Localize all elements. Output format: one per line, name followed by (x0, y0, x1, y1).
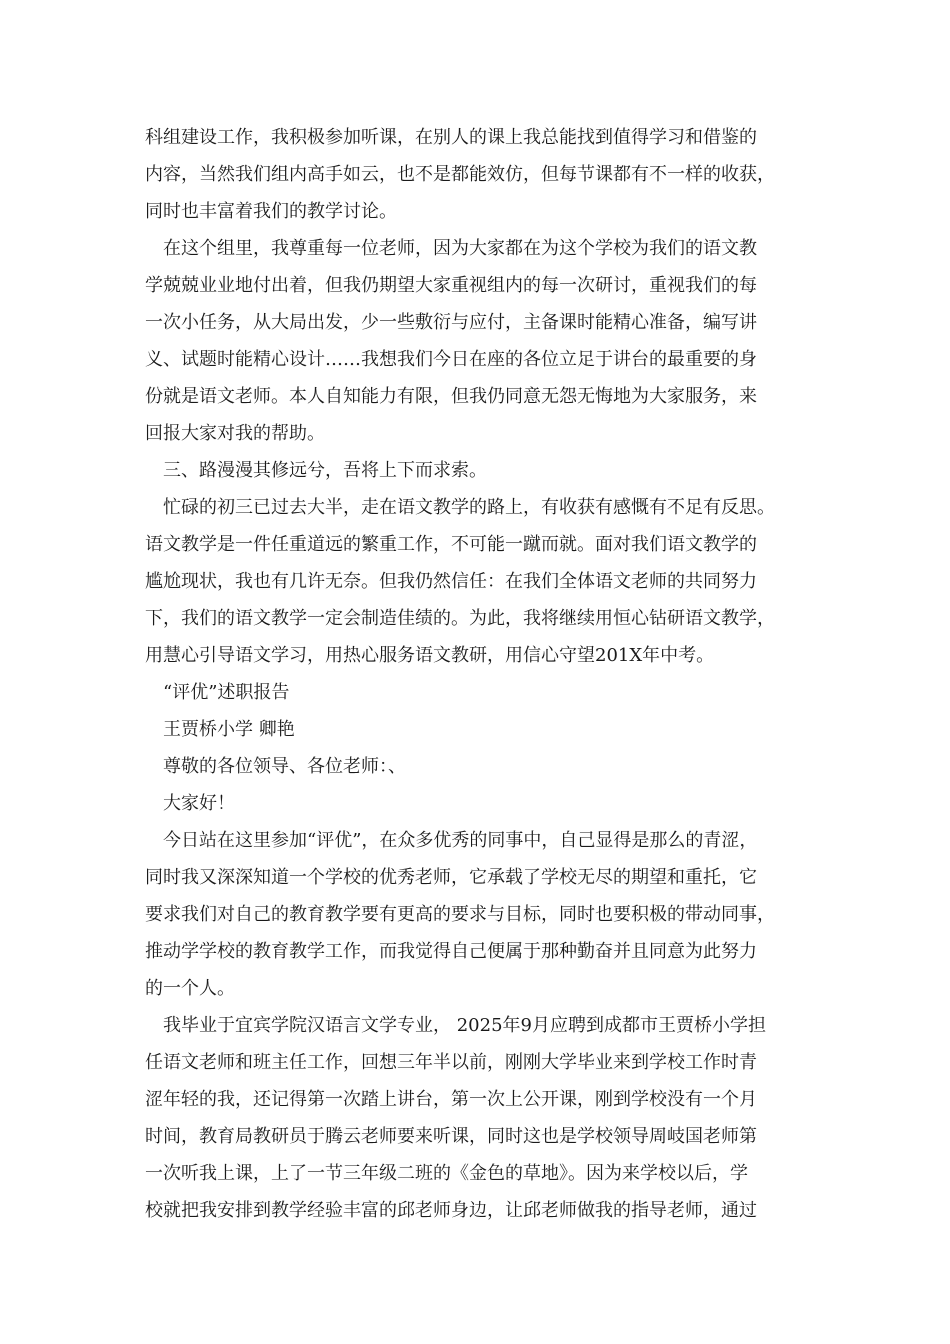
text-line: 尴尬现状，我也有几许无奈。但我仍然信任：在我们全体语文老师的共同努力 (145, 571, 757, 592)
text-line: 一次小任务，从大局出发，少一些敷衍与应付，主备课时能精心准备，编写讲 (145, 312, 757, 333)
text-line: 任语文老师和班主任工作，回想三年半以前，刚刚大学毕业来到学校工作时青 (145, 1052, 757, 1073)
text-line: 校就把我安排到教学经验丰富的邱老师身边，让邱老师做我的指导老师，通过 (145, 1200, 757, 1221)
text-line: 份就是语文老师。本人自知能力有限，但我仍同意无怨无悔地为大家服务，来 (145, 386, 757, 407)
text-line: 我毕业于宜宾学院汉语言文学专业， 2025年9月应聘到成都市王贾桥小学担 (163, 1015, 766, 1036)
text-line: 学兢兢业业地付出着，但我仍期望大家重视组内的每一次研讨，重视我们的每 (145, 275, 757, 296)
text-line: 要求我们对自己的教育教学要有更高的要求与目标，同时也要积极的带动同事， (145, 904, 775, 925)
text-line: 一次听我上课，上了一节三年级二班的《金色的草地》。因为来学校以后，学 (145, 1163, 748, 1184)
text-line: 同时我又深深知道一个学校的优秀老师，它承载了学校无尽的期望和重托，它 (145, 867, 757, 888)
text-line: 在这个组里，我尊重每一位老师，因为大家都在为这个学校为我们的语文教 (163, 238, 757, 259)
text-line: 时间，教育局教研员于腾云老师要来听课，同时这也是学校领导周岐国老师第 (145, 1126, 757, 1147)
text-line: “评优”述职报告 (163, 682, 290, 703)
text-line: 三、路漫漫其修远兮，吾将上下而求索。 (163, 460, 487, 481)
text-line: 推动学学校的教育教学工作，而我觉得自己便属于那种勤奋并且同意为此努力 (145, 941, 757, 962)
text-line: 义、试题时能精心设计……我想我们今日在座的各位立足于讲台的最重要的身 (145, 349, 757, 370)
text-line: 用慧心引导语文学习，用热心服务语文教研，用信心守望201X年中考。 (145, 645, 715, 666)
text-line: 尊敬的各位领导、各位老师：、 (163, 756, 406, 777)
text-line: 语文教学是一件任重道远的繁重工作，不可能一蹴而就。面对我们语文教学的 (145, 534, 757, 555)
text-line: 今日站在这里参加“评优”，在众多优秀的同事中，自己显得是那么的青涩， (163, 830, 758, 851)
text-line: 涩年轻的我，还记得第一次踏上讲台，第一次上公开课，刚到学校没有一个月 (145, 1089, 757, 1110)
text-line: 内容，当然我们组内高手如云，也不是都能效仿，但每节课都有不一样的收获， (145, 164, 775, 185)
text-line: 下，我们的语文教学一定会制造佳绩的。为此，我将继续用恒心钻研语文教学， (145, 608, 775, 629)
text-line: 同时也丰富着我们的教学讨论。 (145, 201, 397, 222)
document-body (145, 119, 810, 1229)
text-line: 大家好！ (163, 793, 235, 814)
text-line: 科组建设工作，我积极参加听课，在别人的课上我总能找到值得学习和借鉴的 (145, 127, 757, 148)
text-line: 忙碌的初三已过去大半，走在语文教学的路上，有收获有感慨有不足有反思。 (163, 497, 775, 518)
text-line: 王贾桥小学 卿艳 (163, 719, 295, 740)
text-line: 的一个人。 (145, 978, 235, 999)
text-line: 回报大家对我的帮助。 (145, 423, 325, 444)
